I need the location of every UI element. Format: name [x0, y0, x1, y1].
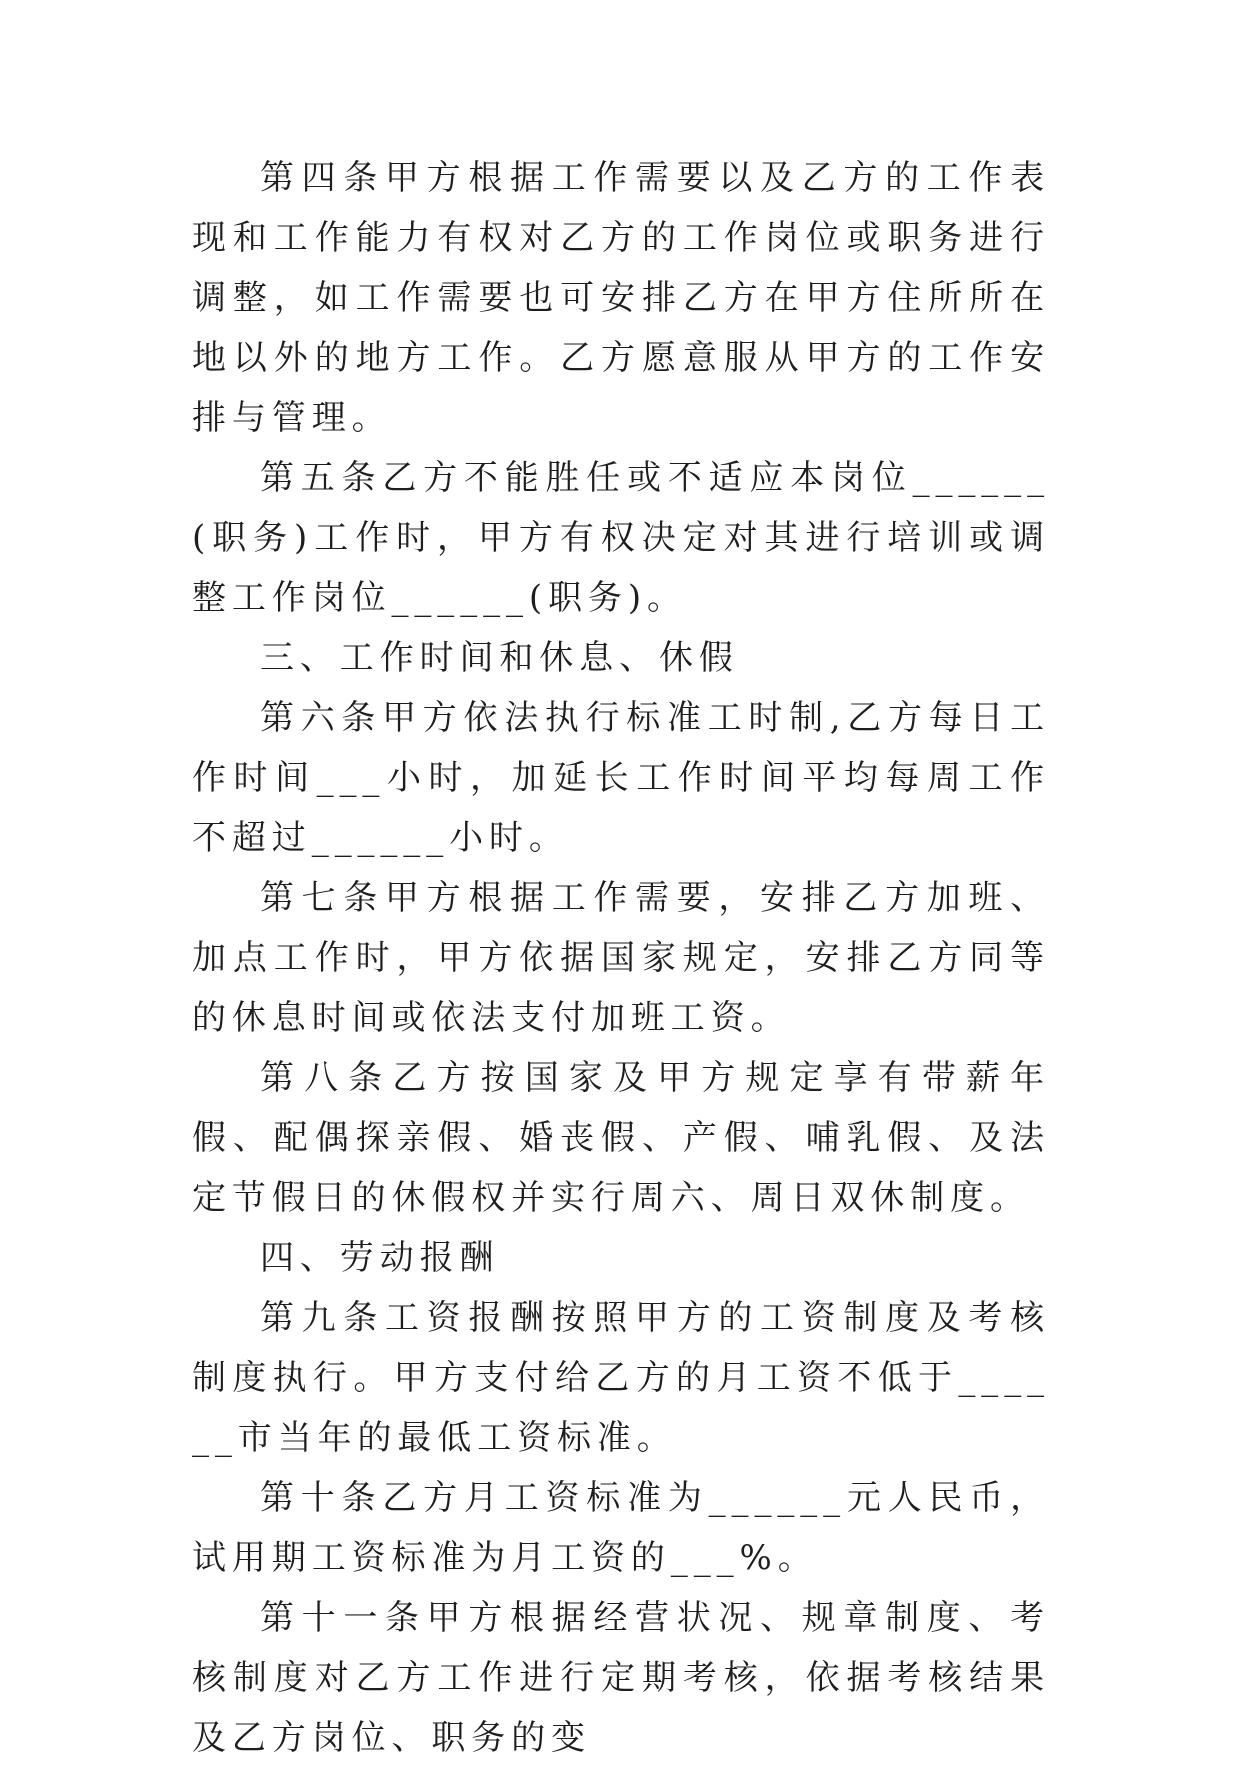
article-5: 第五条乙方不能胜任或不适应本岗位______(职务)工作时，甲方有权决定对其进行培训或调整工作岗位______(职务)。	[192, 458, 1050, 618]
section-heading-remuneration: 四、劳动报酬	[260, 1238, 500, 1278]
article-8: 第八条乙方按国家及甲方规定享有带薪年假、配偶探亲假、婚丧假、产假、哺乳假、及法定节假日的休假权并实行周六、周日双休制度。	[192, 1058, 1050, 1218]
article-10: 第十条乙方月工资标准为______元人民币，试用期工资标准为月工资的___%。	[192, 1478, 1050, 1578]
article-11: 第十一条甲方根据经营状况、规章制度、考核制度对乙方工作进行定期考核，依据考核结果及乙方岗位、职务的变	[192, 1598, 1050, 1758]
document-page	[192, 148, 1050, 1768]
article-4: 第四条甲方根据工作需要以及乙方的工作表现和工作能力有权对乙方的工作岗位或职务进行调整，如工作需要也可安排乙方在甲方住所所在地以外的地方工作。乙方愿意服从甲方的工作安排与管理。	[192, 158, 1050, 438]
article-7: 第七条甲方根据工作需要，安排乙方加班、加点工作时，甲方依据国家规定，安排乙方同等的休息时间或依法支付加班工资。	[192, 878, 1050, 1038]
article-6: 第六条甲方依法执行标准工时制,乙方每日工作时间___小时，加延长工作时间平均每周工作不超过______小时。	[192, 698, 1050, 858]
article-9: 第九条工资报酬按照甲方的工资制度及考核制度执行。甲方支付给乙方的月工资不低于______市当年的最低工资标准。	[192, 1298, 1050, 1458]
section-heading-working-hours: 三、工作时间和休息、休假	[260, 638, 739, 678]
